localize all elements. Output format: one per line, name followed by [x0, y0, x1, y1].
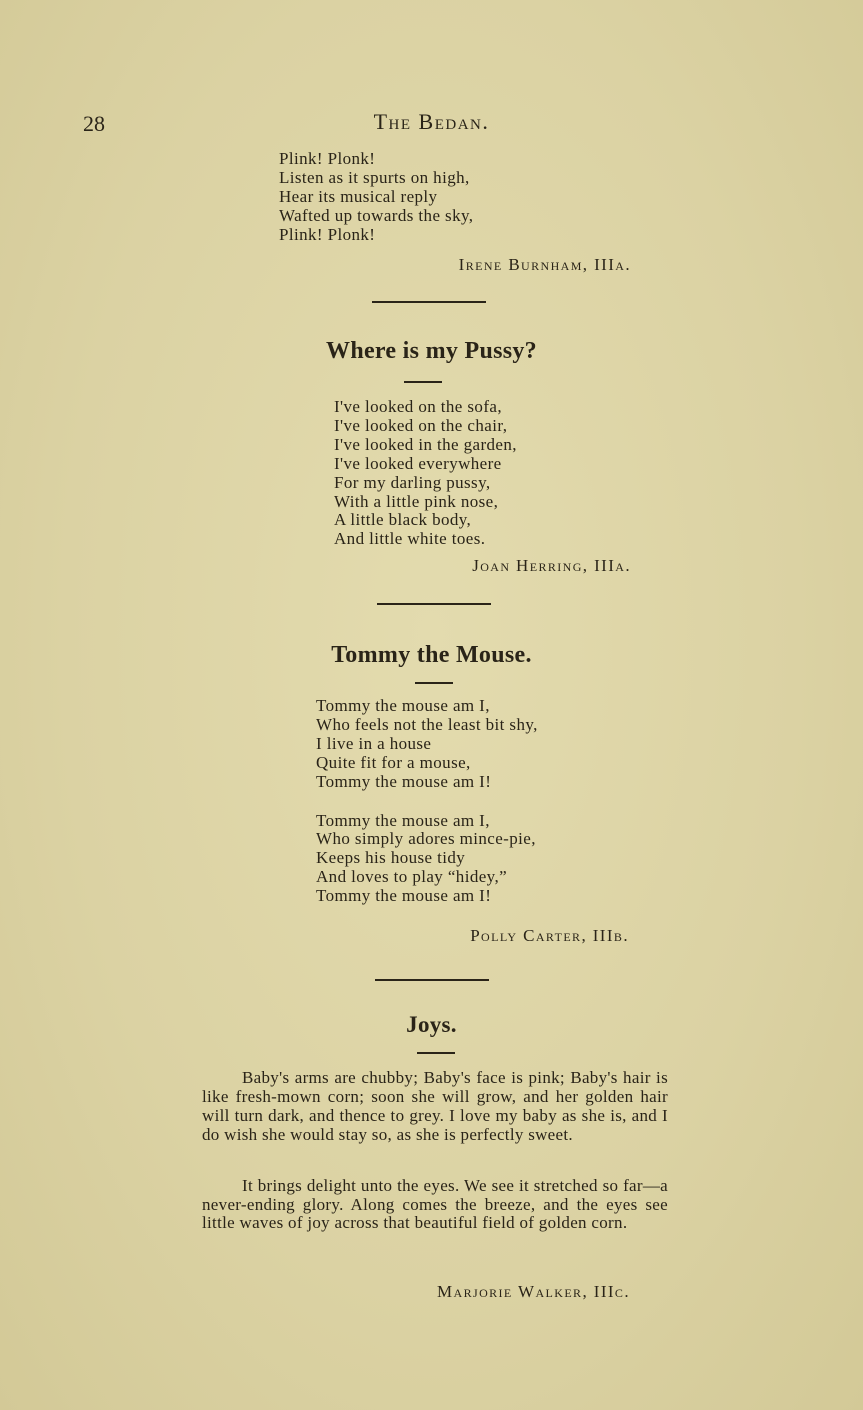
- author-signature: Polly Carter, IIIb.: [470, 926, 629, 945]
- poem-title: Tommy the Mouse.: [331, 642, 532, 668]
- verse-line: I've looked in the garden,: [334, 434, 517, 454]
- verse-line: Keeps his house tidy: [316, 848, 466, 868]
- verse-line: Wafted up towards the sky,: [279, 205, 474, 225]
- verse-line: Tommy the mouse am I!: [316, 771, 492, 791]
- verse-line: I've looked on the chair,: [334, 415, 508, 435]
- section-divider: [372, 301, 486, 303]
- running-title: The Bedan.: [373, 109, 490, 134]
- verse-line: Who simply adores mince-pie,: [316, 829, 536, 849]
- stanza-gap: [316, 792, 538, 812]
- essay-joys: [202, 1069, 668, 1233]
- poem-where-is-my-pussy: [334, 398, 517, 549]
- verse-line: I've looked on the sofa,: [334, 397, 502, 416]
- verse-line: Quite fit for a mouse,: [316, 752, 471, 772]
- author-signature: Irene Burnham, IIIa.: [458, 255, 631, 274]
- poem-title: Where is my Pussy?: [326, 338, 537, 364]
- paragraph-gap: [202, 1145, 668, 1177]
- verse-line: With a little pink nose,: [334, 491, 499, 511]
- verse-line: Who feels not the least bit shy,: [316, 714, 538, 734]
- essay-paragraph: It brings delight unto the eyes. We see it stretched so far—a never-ending glory. Along comes the breeze, and the eyes see little waves of joy across that beautiful field of golden corn.: [202, 1175, 668, 1233]
- verse-line: Tommy the mouse am I,: [316, 810, 490, 830]
- title-underline: [415, 682, 453, 684]
- verse-line: Plink! Plonk!: [279, 149, 376, 168]
- poem-tommy-the-mouse: [316, 697, 538, 906]
- verse-line: Plink! Plonk!: [279, 224, 376, 244]
- verse-line: I live in a house: [316, 733, 432, 753]
- verse-line: And loves to play “hidey,”: [316, 867, 508, 887]
- verse-line: Tommy the mouse am I,: [316, 696, 490, 715]
- verse-line: And little white toes.: [334, 529, 486, 549]
- verse-line: A little black body,: [334, 510, 472, 530]
- essay-title: Joys.: [406, 1012, 457, 1037]
- author-signature: Marjorie Walker, IIIc.: [437, 1282, 630, 1301]
- verse-line: For my darling pussy,: [334, 472, 491, 492]
- title-underline: [404, 381, 442, 383]
- title-underline: [417, 1052, 455, 1054]
- section-divider: [377, 603, 491, 605]
- page-number: 28: [83, 111, 105, 136]
- verse-line: I've looked everywhere: [334, 453, 502, 473]
- poem-plink-plonk: [279, 150, 473, 245]
- author-signature: Joan Herring, IIIa.: [472, 556, 631, 575]
- verse-line: Listen as it spurts on high,: [279, 167, 470, 187]
- verse-line: Tommy the mouse am I!: [316, 886, 492, 906]
- section-divider: [375, 979, 489, 981]
- essay-paragraph: Baby's arms are chubby; Baby's face is pink; Baby's hair is like fresh-mown corn; soon she will grow, and her golden hair will turn dark, and thence to grey. I love my baby as she is, and I do wish she would stay so, as she is perfectly sweet.: [202, 1068, 668, 1144]
- verse-line: Hear its musical reply: [279, 186, 438, 206]
